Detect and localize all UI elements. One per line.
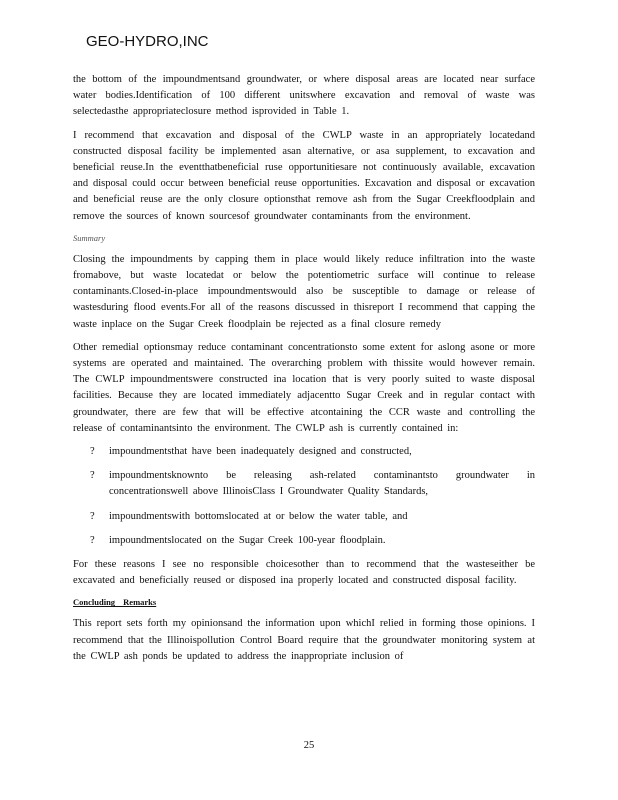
list-item-text: impoundmentsknownto be releasing ash-related contaminantsto groundwater in concentrationswell above IllinoisClass I Groundwater Quality Standards,: [109, 470, 535, 498]
bullet-marker: ?: [90, 470, 95, 482]
paragraph-excavation-recommendation: I recommend that excavation and disposal of the CWLP waste in an appropriately locatedand constructed disposal facility be implemented asan alternative, or asa supplement, to excavation and beneficial reuse.In the eventthatbeneficial ruse opportunitiesare not continuously available, excavation and disposal could occur between beneficial reuse opportunities. Excavation and disposal or excavation and beneficial reuse are the only closure optionsthat remove ash from the Sugar Creekfloodplain and remove the sources of known sourcesof groundwater contaminants from the environment.: [73, 129, 535, 222]
bullet-marker: ?: [90, 446, 95, 458]
page-number: 25: [303, 740, 315, 751]
list-item-text: impoundmentswith bottomslocated at or below the water table, and: [109, 510, 408, 522]
summary-heading: Summary: [73, 232, 106, 243]
document-body: [73, 72, 535, 672]
list-item: [73, 533, 535, 549]
paragraph-remedial-options: Other remedial optionsmay reduce contaminant concentrationsto some extent for aslong asone or more systems are operated and maintained. The overarching problem with thissite would however remain. The CWLP impoundmentswere constructed ina location that is very poorly suited to waste disposal facilities. Because they are located immediately adjacentto Sugar Creek and in regular contact with groundwater, there are few that will be effective atcontaining the CCR waste and controlling the release of contaminantsinto the environment. The CWLP ash is currently contained in:: [73, 341, 535, 434]
list-item-text: impoundmentsthat have been inadequately designed and constructed,: [109, 446, 412, 458]
paragraph-disposal-context: the bottom of the impoundmentsand groundwater, or where disposal areas are located near surface water bodies.Identification of 100 different unitswhere excavation and removal of waste was selectedasthe appropriateclosure method isprovided in Table 1.: [73, 74, 535, 118]
list-item: [73, 509, 535, 525]
list-item-text: impoundmentslocated on the Sugar Creek 100-year floodplain.: [109, 534, 386, 546]
bullet-marker: ?: [90, 510, 95, 522]
company-header: GEO-HYDRO,INC: [86, 33, 209, 50]
concluding-remarks-heading: Concluding Remarks: [73, 597, 157, 608]
bullet-marker: ?: [90, 534, 95, 546]
paragraph-reasons: For these reasons I see no responsible choicesother than to recommend that the wasteseither be excavated and beneficially reused or disposed ina properly located and constructed disposal facility.: [73, 559, 535, 587]
impoundment-conditions-list: [73, 444, 535, 549]
paragraph-capping: Closing the impoundments by capping them in place would likely reduce infiltration into the waste fromabove, but waste locatedat or below the potentiometric surface will continue to release contaminants.Closed-in-place impoundmentswould also be susceptible to damage or release of wastesduring flood events.For all of the reasons discussed in thisreport I recommend that capping the waste inplace on the Sugar Creek floodplain be rejected as a final closure remedy: [73, 253, 535, 330]
list-item: [73, 468, 535, 500]
paragraph-concluding: This report sets forth my opinionsand the information upon whichI relied in forming those opinions. I recommend that the Illinoispollution Control Board require that the groundwater monitoring system at the CWLP ash ponds be updated to address the inappropriate inclusion of: [73, 618, 535, 662]
list-item: [73, 444, 535, 460]
